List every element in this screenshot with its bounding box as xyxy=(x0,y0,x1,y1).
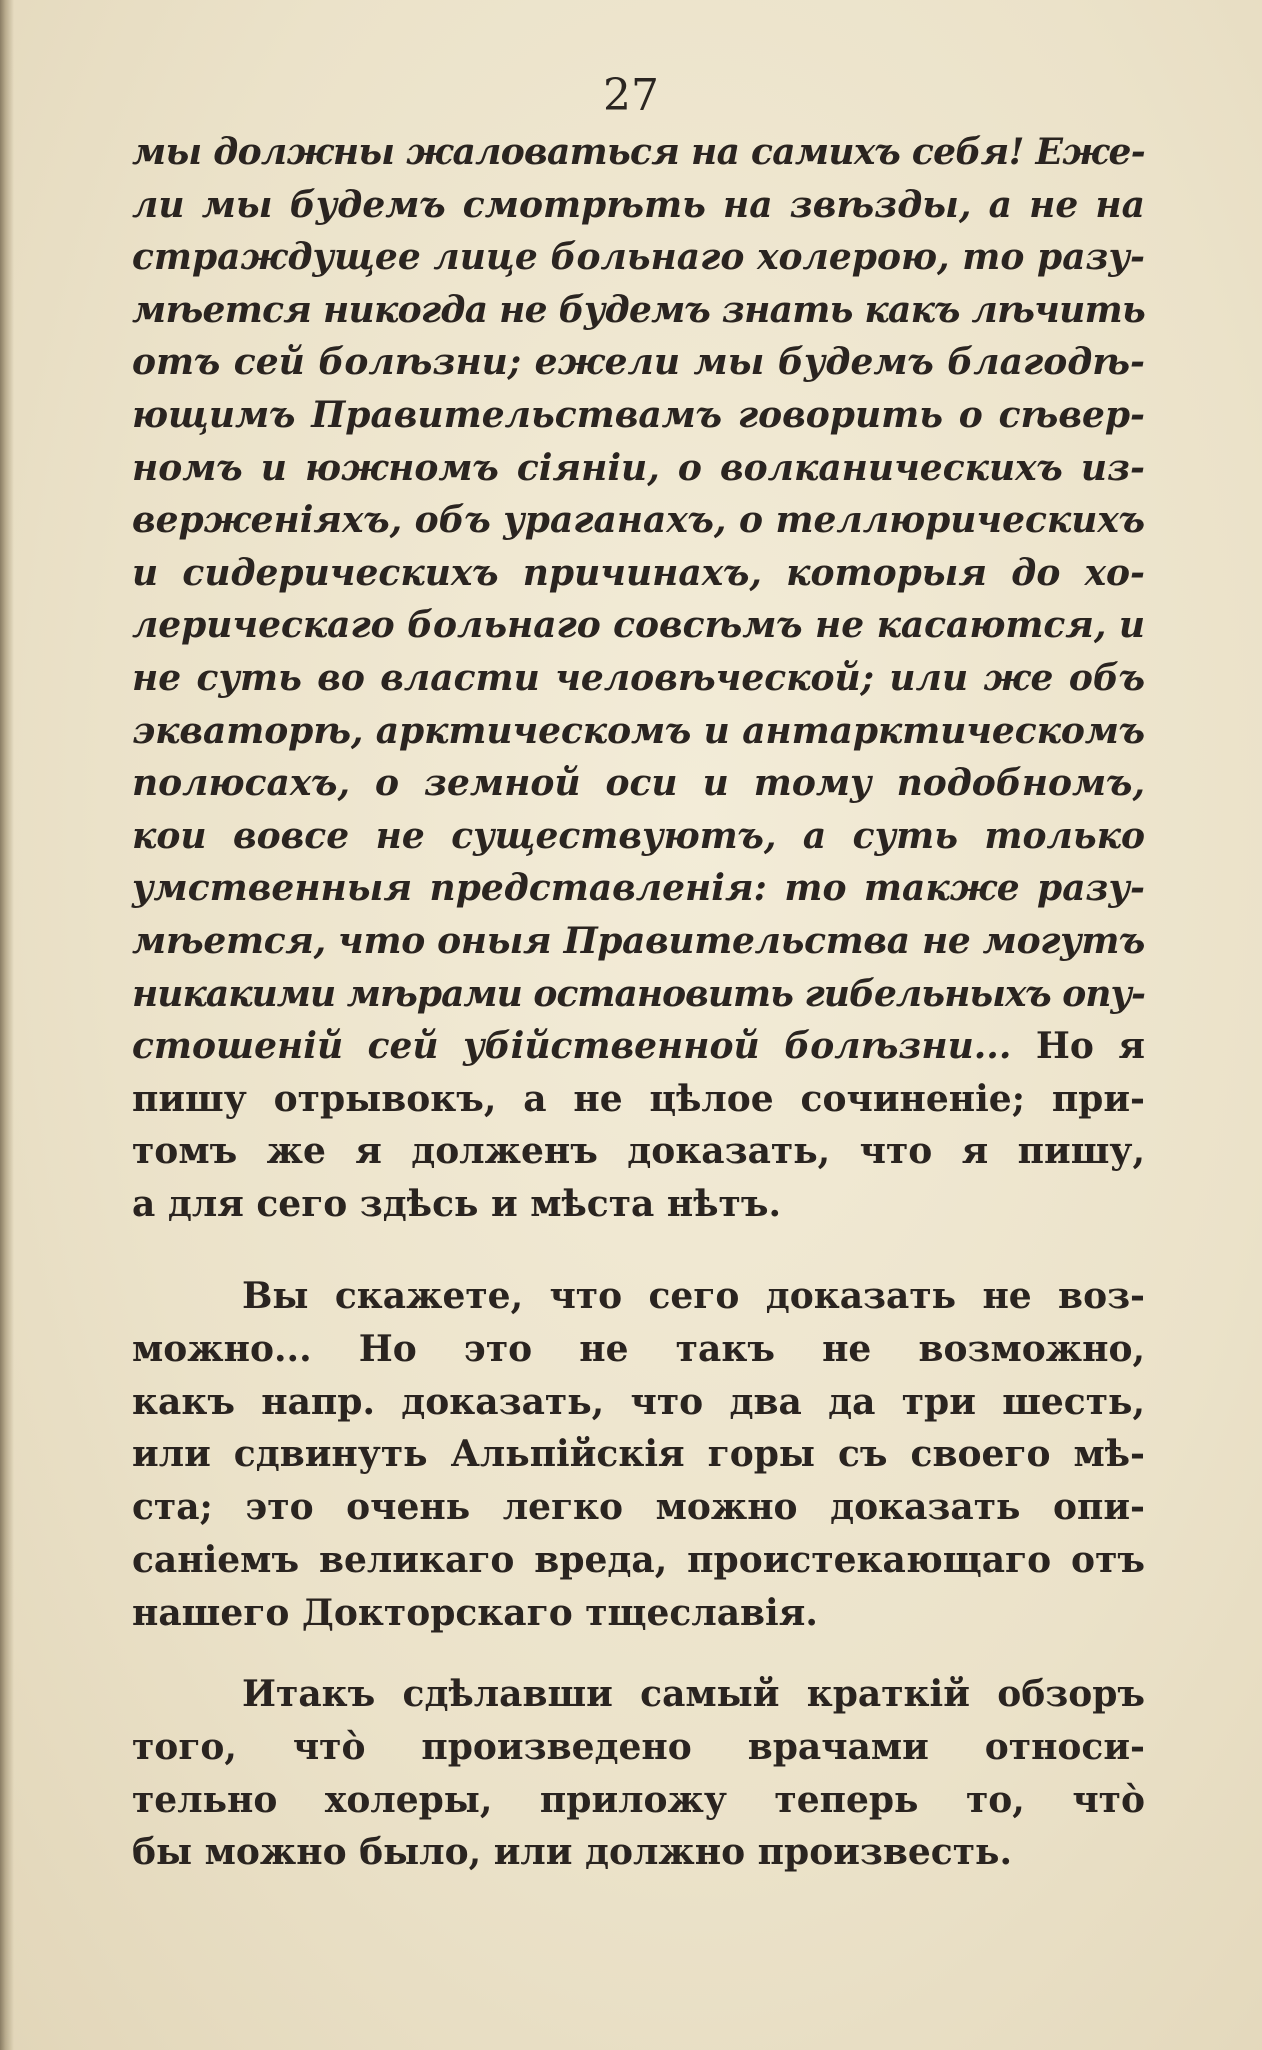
text-line xyxy=(132,652,1145,705)
text-line xyxy=(132,494,1145,547)
text-run: страждущее лице больнаго холерою, то разу- xyxy=(132,236,1145,279)
text-run: тельно холеры, приложу теперь то, что̀ xyxy=(132,1778,1145,1821)
text-line xyxy=(132,336,1145,389)
text-line xyxy=(132,1774,1145,1827)
text-run: никакими мѣрами остановить гибельныхъ опу- xyxy=(132,972,1145,1015)
text-line xyxy=(132,442,1145,495)
text-line xyxy=(132,1178,781,1231)
text-run: а для сего здѣсь и мѣста нѣтъ. xyxy=(132,1183,781,1225)
text-line xyxy=(132,1721,1145,1774)
text-run: ющимъ Правительствамъ говорить о сѣвер- xyxy=(132,394,1145,436)
page-number: 27 xyxy=(603,70,659,121)
text-run: полюсахъ, о земной оси и тому подобномъ, xyxy=(132,762,1145,805)
text-run: Итакъ сдѣлавши самый краткій обзоръ xyxy=(242,1673,1145,1715)
text-run: мѣется, что оныя Правительства не могутъ xyxy=(132,920,1146,962)
text-line xyxy=(132,862,1145,915)
text-run: какъ напр. доказать, что два да три шесть, xyxy=(132,1380,1145,1423)
text-run: можно... Но это не такъ не возможно, xyxy=(132,1327,1145,1370)
text-run: томъ же я долженъ доказать, что я пишу, xyxy=(132,1130,1145,1173)
text-run: экваторѣ, арктическомъ и антарктическомъ xyxy=(132,709,1145,752)
text-run: пишу отрывокъ, а не цѣлое сочиненіе; при- xyxy=(132,1077,1145,1120)
text-run: нашего Докторскаго тщеславія. xyxy=(132,1591,818,1634)
text-run: саніемъ великаго вреда, проистекающаго отъ xyxy=(132,1539,1145,1581)
text-line xyxy=(132,810,1145,863)
text-run: умственныя представленія: то также разу- xyxy=(132,867,1145,910)
text-line xyxy=(132,1428,1145,1481)
text-line xyxy=(132,231,1145,284)
text-line xyxy=(132,1323,1145,1376)
text-line xyxy=(132,126,1145,179)
text-run: того, что̀ произведено врачами относи- xyxy=(132,1725,1145,1768)
binding-shadow xyxy=(0,0,14,2050)
text-line xyxy=(132,1826,1012,1879)
text-line xyxy=(132,968,1145,1021)
text-run: не суть во власти человѣческой; или же объ xyxy=(132,657,1145,699)
text-run: отъ сей болѣзни; ежели мы будемъ благодѣ- xyxy=(132,341,1145,384)
text-run: верженіяхъ, объ ураганахъ, о теллюрическихъ xyxy=(132,499,1145,542)
text-line xyxy=(132,547,1145,600)
text-run: лерическаго больнаго совсѣмъ не касаются, и xyxy=(132,604,1145,647)
text-line xyxy=(132,1534,1145,1587)
text-run: бы можно было, или должно произвесть. xyxy=(132,1831,1012,1874)
text-run: мѣется никогда не будемъ знать какъ лѣчить xyxy=(132,288,1145,331)
text-line xyxy=(132,1125,1145,1178)
text-run: ли мы будемъ смотрѣть на звѣзды, а не на xyxy=(132,183,1145,226)
text-run: и сидерическихъ причинахъ, которыя до хо- xyxy=(132,551,1145,594)
text-line xyxy=(132,599,1145,652)
text-run: Но я xyxy=(1035,1025,1145,1068)
text-run: или сдвинуть Альпійскія горы съ своего мѣ- xyxy=(132,1433,1145,1476)
text-line xyxy=(132,284,1145,337)
text-line xyxy=(132,757,1145,810)
text-run: ста; это очень легко можно доказать опи- xyxy=(132,1486,1145,1529)
text-run: мы должны жаловаться на самихъ себя! Еже- xyxy=(132,131,1145,173)
text-line xyxy=(242,1270,1145,1323)
text-line xyxy=(132,1587,818,1640)
text-line xyxy=(242,1668,1145,1721)
text-line xyxy=(132,1020,1145,1073)
text-run: стошеній сей убійственной болѣзни... xyxy=(132,1025,1036,1068)
text-line xyxy=(132,389,1145,442)
text-line xyxy=(132,1481,1145,1534)
text-line xyxy=(132,1073,1145,1126)
text-line xyxy=(132,705,1145,758)
text-line xyxy=(132,179,1145,232)
text-line xyxy=(132,1376,1145,1429)
text-line xyxy=(132,915,1145,968)
text-run: Вы скажете, что сего доказать не воз- xyxy=(242,1275,1145,1317)
text-run: номъ и южномъ сіяніи, о волканическихъ из- xyxy=(132,446,1145,489)
text-run: кои вовсе не существуютъ, а суть только xyxy=(132,814,1145,857)
